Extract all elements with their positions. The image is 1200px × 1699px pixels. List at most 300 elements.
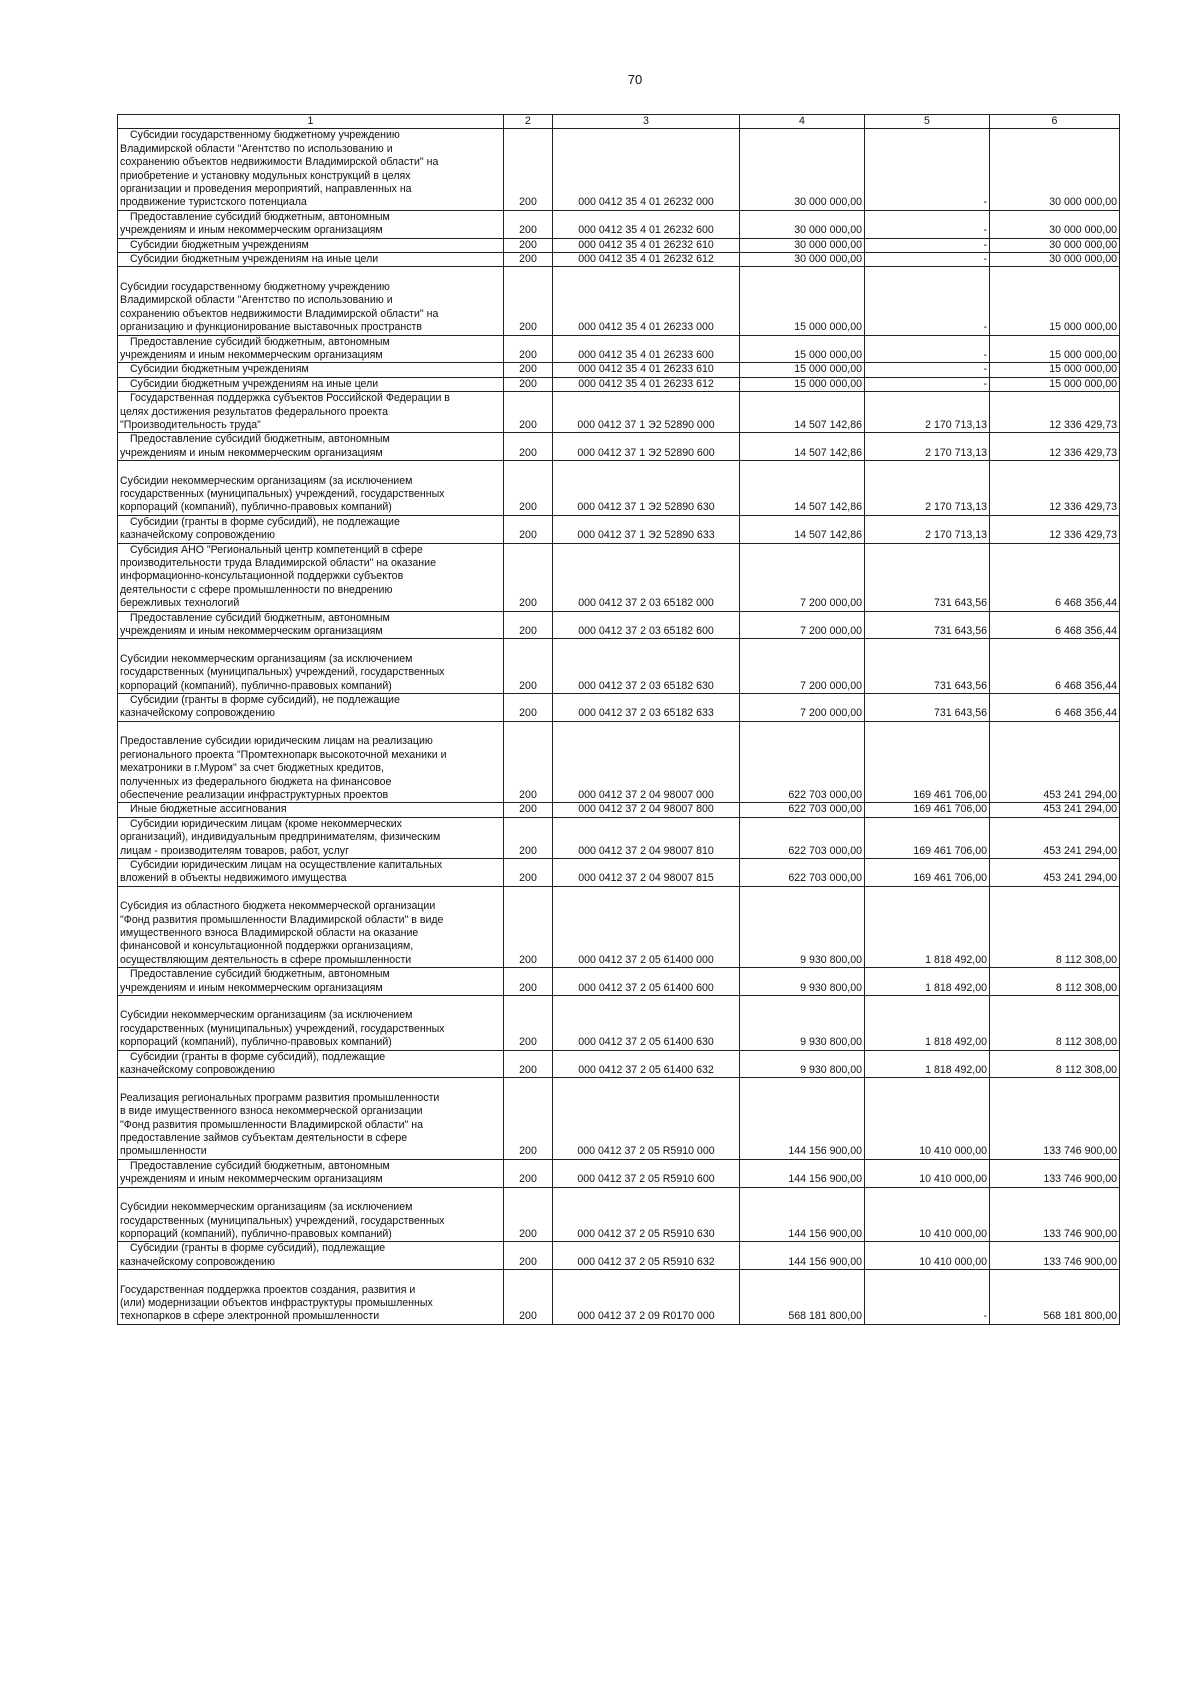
description-line	[120, 267, 501, 280]
row-approved-amount: 15 000 000,00	[740, 335, 865, 363]
description-line: Субсидии (гранты в форме субсидий), подлежащие	[130, 1242, 386, 1255]
description-line: Субсидии государственному бюджетному учреждению	[120, 280, 390, 293]
description-line: Субсидии некоммерческим организациям (за исключением	[120, 1201, 413, 1214]
row-remaining-amount: 133 746 900,00	[990, 1187, 1120, 1242]
row-description	[118, 335, 504, 363]
row-approved-amount: 14 507 142,86	[740, 515, 865, 543]
description-line	[120, 1270, 501, 1283]
description-line: Субсидии бюджетным учреждениям	[130, 238, 309, 251]
row-budget-code: 000 0412 37 2 03 65182 000	[553, 543, 740, 611]
row-line-code: 200	[504, 639, 553, 694]
description-line: Предоставление субсидий бюджетным, автономным	[130, 968, 390, 981]
table-row	[118, 238, 1120, 252]
row-budget-code: 000 0412 35 4 01 26233 610	[553, 363, 740, 377]
description-line: Субсидия АНО "Региональный центр компетенций в сфере	[130, 543, 423, 556]
column-header-5: 5	[865, 115, 990, 129]
description-line: Владимирской области "Агентство по использованию и	[120, 294, 393, 307]
table-row	[118, 968, 1120, 996]
table-row	[118, 611, 1120, 639]
row-description	[118, 639, 504, 694]
row-executed-amount: 1 818 492,00	[865, 1050, 990, 1078]
row-approved-amount: 622 703 000,00	[740, 803, 865, 817]
row-description	[118, 996, 504, 1051]
table-row	[118, 392, 1120, 433]
column-header-2: 2	[504, 115, 553, 129]
table-row	[118, 694, 1120, 722]
description-line: лицам - производителям товаров, работ, услуг	[120, 844, 349, 857]
row-budget-code: 000 0412 37 2 05 61400 600	[553, 968, 740, 996]
description-line: Субсидии некоммерческим организациям (за исключением	[120, 474, 413, 487]
row-approved-amount: 9 930 800,00	[740, 996, 865, 1051]
description-line: сохранению объектов недвижимости Владимирской области" на	[120, 156, 439, 169]
description-line: Государственная поддержка проектов создания, развития и	[120, 1283, 416, 1296]
row-remaining-amount: 6 468 356,44	[990, 694, 1120, 722]
description-line: Субсидии (гранты в форме субсидий), не подлежащие	[130, 694, 400, 707]
row-description	[118, 968, 504, 996]
row-approved-amount: 9 930 800,00	[740, 886, 865, 967]
row-budget-code: 000 0412 37 2 04 98007 810	[553, 817, 740, 858]
row-approved-amount: 14 507 142,86	[740, 392, 865, 433]
row-executed-amount: 731 643,56	[865, 694, 990, 722]
row-line-code: 200	[504, 721, 553, 802]
description-line: Предоставление субсидий бюджетным, автономным	[130, 210, 390, 223]
description-line: Владимирской области "Агентство по использованию и	[120, 142, 393, 155]
row-line-code: 200	[504, 858, 553, 886]
row-approved-amount: 144 156 900,00	[740, 1078, 865, 1159]
row-line-code: 200	[504, 363, 553, 377]
row-description	[118, 377, 504, 391]
row-description	[118, 392, 504, 433]
description-line: организации и проведения мероприятий, направленных на	[120, 183, 412, 196]
description-line: корпораций (компаний), публично-правовых компаний)	[120, 501, 392, 514]
row-description	[118, 1187, 504, 1242]
row-line-code: 200	[504, 1078, 553, 1159]
row-description	[118, 694, 504, 722]
row-approved-amount: 622 703 000,00	[740, 817, 865, 858]
row-budget-code: 000 0412 35 4 01 26232 000	[553, 129, 740, 210]
row-approved-amount: 30 000 000,00	[740, 253, 865, 267]
description-line: Предоставление субсидии юридическим лицам на реализацию	[120, 735, 433, 748]
row-approved-amount: 14 507 142,86	[740, 461, 865, 516]
row-budget-code: 000 0412 37 2 03 65182 600	[553, 611, 740, 639]
description-line: вложений в объекты недвижимого имущества	[120, 872, 347, 885]
row-description	[118, 363, 504, 377]
row-line-code: 200	[504, 238, 553, 252]
row-approved-amount: 15 000 000,00	[740, 377, 865, 391]
row-description	[118, 1242, 504, 1270]
description-line: осуществляющим деятельность в сфере промышленности	[120, 953, 412, 966]
budget-table	[117, 114, 1120, 1325]
description-line: информационно-консультационной поддержки субъектов	[120, 570, 404, 583]
row-budget-code: 000 0412 37 2 05 R5910 600	[553, 1159, 740, 1187]
row-executed-amount: -	[865, 363, 990, 377]
description-line: Предоставление субсидий бюджетным, автономным	[130, 611, 390, 624]
row-remaining-amount: 12 336 429,73	[990, 392, 1120, 433]
description-line: казначейскому сопровождению	[120, 1255, 275, 1268]
description-line: промышленности	[120, 1145, 207, 1158]
page-number: 70	[627, 72, 643, 87]
row-budget-code: 000 0412 35 4 01 26232 610	[553, 238, 740, 252]
description-line	[120, 461, 501, 474]
description-line: государственных (муниципальных) учреждений, государственных	[120, 1214, 445, 1227]
row-remaining-amount: 30 000 000,00	[990, 129, 1120, 210]
row-approved-amount: 9 930 800,00	[740, 968, 865, 996]
description-line: Предоставление субсидий бюджетным, автономным	[130, 433, 390, 446]
description-line: имущественного взноса Владимирской области на оказание	[120, 926, 419, 939]
description-line: учреждениям и иным некоммерческим организациям	[120, 446, 383, 459]
description-line: учреждениям и иным некоммерческим организациям	[120, 981, 383, 994]
row-remaining-amount: 6 468 356,44	[990, 639, 1120, 694]
table-header-row	[118, 115, 1120, 129]
description-line: целях достижения результатов федерального проекта	[120, 405, 388, 418]
description-line	[120, 887, 501, 900]
row-budget-code: 000 0412 37 2 04 98007 000	[553, 721, 740, 802]
row-description	[118, 129, 504, 210]
table-row	[118, 1187, 1120, 1242]
row-budget-code: 000 0412 37 2 05 61400 632	[553, 1050, 740, 1078]
description-line: Субсидии юридическим лицам (кроме некоммерческих	[130, 817, 402, 830]
description-line	[120, 722, 501, 735]
row-description	[118, 1078, 504, 1159]
table-row	[118, 1159, 1120, 1187]
description-line	[120, 1078, 501, 1091]
table-row	[118, 210, 1120, 238]
row-remaining-amount: 453 241 294,00	[990, 721, 1120, 802]
row-line-code: 200	[504, 1242, 553, 1270]
row-line-code: 200	[504, 611, 553, 639]
description-line: Субсидии бюджетным учреждениям на иные цели	[130, 377, 379, 390]
description-line: Субсидии некоммерческим организациям (за исключением	[120, 652, 413, 665]
table-row	[118, 721, 1120, 802]
description-line: государственных (муниципальных) учреждений, государственных	[120, 666, 445, 679]
description-line: полученных из федерального бюджета на финансовое	[120, 775, 392, 788]
description-line: "Производительность труда"	[120, 418, 261, 431]
row-line-code: 200	[504, 694, 553, 722]
row-budget-code: 000 0412 37 2 05 R5910 000	[553, 1078, 740, 1159]
row-line-code: 200	[504, 543, 553, 611]
row-line-code: 200	[504, 335, 553, 363]
row-remaining-amount: 12 336 429,73	[990, 461, 1120, 516]
row-line-code: 200	[504, 817, 553, 858]
description-line: Субсидии бюджетным учреждениям на иные цели	[130, 253, 379, 266]
row-budget-code: 000 0412 35 4 01 26233 600	[553, 335, 740, 363]
description-line: учреждениям и иным некоммерческим организациям	[120, 625, 383, 638]
row-description	[118, 1050, 504, 1078]
row-budget-code: 000 0412 37 2 05 61400 000	[553, 886, 740, 967]
row-executed-amount: 169 461 706,00	[865, 803, 990, 817]
row-line-code: 200	[504, 253, 553, 267]
description-line: обеспечение реализации инфраструктурных проектов	[120, 788, 389, 801]
row-remaining-amount: 568 181 800,00	[990, 1270, 1120, 1325]
row-line-code: 200	[504, 377, 553, 391]
row-budget-code: 000 0412 37 2 05 61400 630	[553, 996, 740, 1051]
row-line-code: 200	[504, 996, 553, 1051]
description-line: учреждениям и иным некоммерческим организациям	[120, 224, 383, 237]
row-budget-code: 000 0412 37 1 Э2 52890 000	[553, 392, 740, 433]
description-line: государственных (муниципальных) учреждений, государственных	[120, 1022, 445, 1035]
row-budget-code: 000 0412 35 4 01 26232 600	[553, 210, 740, 238]
row-approved-amount: 9 930 800,00	[740, 1050, 865, 1078]
row-budget-code: 000 0412 35 4 01 26233 612	[553, 377, 740, 391]
description-line: приобретение и установку модульных конструкций в целях	[120, 169, 411, 182]
row-executed-amount: -	[865, 377, 990, 391]
row-remaining-amount: 8 112 308,00	[990, 968, 1120, 996]
description-line: Предоставление субсидий бюджетным, автономным	[130, 1159, 390, 1172]
row-remaining-amount: 133 746 900,00	[990, 1242, 1120, 1270]
table-row	[118, 803, 1120, 817]
table-row	[118, 1078, 1120, 1159]
row-executed-amount: 169 461 706,00	[865, 858, 990, 886]
row-description	[118, 611, 504, 639]
row-approved-amount: 30 000 000,00	[740, 129, 865, 210]
table-body	[118, 129, 1120, 1324]
row-description	[118, 433, 504, 461]
description-line: регионального проекта "Промтехнопарк высокоточной механики и	[120, 748, 447, 761]
description-line: производительности труда Владимирской области" на оказание	[120, 557, 436, 569]
row-executed-amount: 731 643,56	[865, 639, 990, 694]
description-line: корпораций (компаний), публично-правовых компаний)	[120, 1227, 392, 1240]
row-approved-amount: 30 000 000,00	[740, 210, 865, 238]
description-line: казначейскому сопровождению	[120, 1064, 275, 1077]
description-line: предоставление займов субъектам деятельности в сфере	[120, 1132, 408, 1145]
table-row	[118, 267, 1120, 335]
row-remaining-amount: 6 468 356,44	[990, 611, 1120, 639]
row-description	[118, 253, 504, 267]
row-line-code: 200	[504, 1270, 553, 1325]
row-budget-code: 000 0412 37 2 03 65182 633	[553, 694, 740, 722]
table-row	[118, 433, 1120, 461]
row-line-code: 200	[504, 433, 553, 461]
row-line-code: 200	[504, 1187, 553, 1242]
table-row	[118, 1242, 1120, 1270]
row-approved-amount: 144 156 900,00	[740, 1242, 865, 1270]
row-description	[118, 886, 504, 967]
row-executed-amount: -	[865, 253, 990, 267]
description-line: Субсидии бюджетным учреждениям	[130, 363, 309, 376]
row-executed-amount: -	[865, 238, 990, 252]
description-line: организацию и функционирование выставочных пространств	[120, 321, 423, 334]
description-line: Предоставление субсидий бюджетным, автономным	[130, 335, 390, 348]
row-budget-code: 000 0412 37 2 04 98007 815	[553, 858, 740, 886]
row-executed-amount: 731 643,56	[865, 543, 990, 611]
description-line: казначейскому сопровождению	[120, 707, 275, 720]
description-line: корпораций (компаний), публично-правовых компаний)	[120, 679, 392, 692]
row-line-code: 200	[504, 392, 553, 433]
description-line: Субсидии (гранты в форме субсидий), не подлежащие	[130, 515, 400, 528]
description-line: Субсидия из областного бюджета некоммерческой организации	[120, 900, 436, 913]
row-line-code: 200	[504, 210, 553, 238]
row-executed-amount: 169 461 706,00	[865, 817, 990, 858]
table-row	[118, 543, 1120, 611]
row-budget-code: 000 0412 37 2 03 65182 630	[553, 639, 740, 694]
row-executed-amount: 2 170 713,13	[865, 515, 990, 543]
row-remaining-amount: 15 000 000,00	[990, 363, 1120, 377]
row-approved-amount: 7 200 000,00	[740, 639, 865, 694]
row-executed-amount: -	[865, 1270, 990, 1325]
row-description	[118, 543, 504, 611]
row-executed-amount: 10 410 000,00	[865, 1159, 990, 1187]
row-description	[118, 210, 504, 238]
description-line: бережливых технологий	[120, 597, 240, 610]
row-approved-amount: 7 200 000,00	[740, 543, 865, 611]
row-remaining-amount: 15 000 000,00	[990, 267, 1120, 335]
column-header-1: 1	[118, 115, 504, 129]
row-line-code: 200	[504, 461, 553, 516]
row-approved-amount: 14 507 142,86	[740, 433, 865, 461]
column-header-4: 4	[740, 115, 865, 129]
row-approved-amount: 15 000 000,00	[740, 363, 865, 377]
description-line: продвижение туристского потенциала	[120, 196, 307, 209]
description-line: деятельности с сфере промышленности по внедрению	[120, 583, 393, 596]
row-approved-amount: 622 703 000,00	[740, 721, 865, 802]
row-remaining-amount: 15 000 000,00	[990, 335, 1120, 363]
table-row	[118, 1050, 1120, 1078]
row-remaining-amount: 15 000 000,00	[990, 377, 1120, 391]
description-line: учреждениям и иным некоммерческим организациям	[120, 1173, 383, 1186]
row-budget-code: 000 0412 37 2 05 R5910 632	[553, 1242, 740, 1270]
table-row	[118, 639, 1120, 694]
row-remaining-amount: 30 000 000,00	[990, 253, 1120, 267]
row-description	[118, 817, 504, 858]
description-line: (или) модернизации объектов инфраструктуры промышленных	[120, 1296, 433, 1309]
row-description	[118, 238, 504, 252]
row-approved-amount: 144 156 900,00	[740, 1187, 865, 1242]
row-executed-amount: -	[865, 129, 990, 210]
row-executed-amount: 1 818 492,00	[865, 968, 990, 996]
row-remaining-amount: 453 241 294,00	[990, 817, 1120, 858]
table-row	[118, 858, 1120, 886]
row-remaining-amount: 453 241 294,00	[990, 803, 1120, 817]
row-budget-code: 000 0412 37 1 Э2 52890 630	[553, 461, 740, 516]
row-description	[118, 1270, 504, 1325]
row-budget-code: 000 0412 35 4 01 26233 000	[553, 267, 740, 335]
description-line: Субсидии некоммерческим организациям (за исключением	[120, 1009, 413, 1022]
description-line: учреждениям и иным некоммерческим организациям	[120, 348, 383, 361]
row-approved-amount: 144 156 900,00	[740, 1159, 865, 1187]
row-approved-amount: 568 181 800,00	[740, 1270, 865, 1325]
row-executed-amount: 10 410 000,00	[865, 1242, 990, 1270]
table-row	[118, 996, 1120, 1051]
row-executed-amount: 2 170 713,13	[865, 461, 990, 516]
row-budget-code: 000 0412 37 2 09 R0170 000	[553, 1270, 740, 1325]
row-budget-code: 000 0412 37 2 05 R5910 630	[553, 1187, 740, 1242]
row-executed-amount: 169 461 706,00	[865, 721, 990, 802]
row-approved-amount: 30 000 000,00	[740, 238, 865, 252]
description-line: "Фонд развития промышленности Владимирской области" на	[120, 1118, 423, 1131]
row-executed-amount: 1 818 492,00	[865, 886, 990, 967]
row-description	[118, 858, 504, 886]
description-line: Субсидии (гранты в форме субсидий), подлежащие	[130, 1050, 386, 1063]
description-line: в виде имущественного взноса некоммерческой организации	[120, 1105, 423, 1118]
row-executed-amount: 2 170 713,13	[865, 392, 990, 433]
column-header-3: 3	[553, 115, 740, 129]
row-remaining-amount: 133 746 900,00	[990, 1159, 1120, 1187]
row-budget-code: 000 0412 35 4 01 26232 612	[553, 253, 740, 267]
row-description	[118, 267, 504, 335]
row-line-code: 200	[504, 803, 553, 817]
row-line-code: 200	[504, 1050, 553, 1078]
table-row	[118, 253, 1120, 267]
description-line: организаций), индивидуальным предпринимателям, физическим	[120, 831, 441, 844]
row-remaining-amount: 8 112 308,00	[990, 886, 1120, 967]
table-row	[118, 377, 1120, 391]
row-line-code: 200	[504, 968, 553, 996]
description-line: Субсидии государственному бюджетному учреждению	[130, 129, 400, 142]
row-executed-amount: -	[865, 210, 990, 238]
row-description	[118, 1159, 504, 1187]
row-remaining-amount: 133 746 900,00	[990, 1078, 1120, 1159]
table-row	[118, 817, 1120, 858]
description-line: мехатроники в г.Муром" за счет бюджетных кредитов,	[120, 762, 385, 775]
row-remaining-amount: 12 336 429,73	[990, 515, 1120, 543]
row-executed-amount: 10 410 000,00	[865, 1078, 990, 1159]
row-remaining-amount: 12 336 429,73	[990, 433, 1120, 461]
description-line: Субсидии юридическим лицам на осуществление капитальных	[130, 858, 443, 871]
row-remaining-amount: 8 112 308,00	[990, 996, 1120, 1051]
table-row	[118, 129, 1120, 210]
table-row	[118, 461, 1120, 516]
column-header-6: 6	[990, 115, 1120, 129]
table-row	[118, 515, 1120, 543]
row-executed-amount: 731 643,56	[865, 611, 990, 639]
table-row	[118, 1270, 1120, 1325]
row-remaining-amount: 30 000 000,00	[990, 238, 1120, 252]
description-line: государственных (муниципальных) учреждений, государственных	[120, 487, 445, 500]
row-description	[118, 803, 504, 817]
row-approved-amount: 7 200 000,00	[740, 694, 865, 722]
table-row	[118, 886, 1120, 967]
table-row	[118, 363, 1120, 377]
description-line: финансовой и консультационной поддержки организациям,	[120, 940, 414, 953]
row-remaining-amount: 8 112 308,00	[990, 1050, 1120, 1078]
row-approved-amount: 15 000 000,00	[740, 267, 865, 335]
row-budget-code: 000 0412 37 2 04 98007 800	[553, 803, 740, 817]
row-description	[118, 515, 504, 543]
description-line: Реализация региональных программ развития промышленности	[120, 1091, 440, 1104]
description-line: технопарков в сфере электронной промышленности	[120, 1310, 380, 1323]
description-line: Государственная поддержка субъектов Российской Федерации в	[130, 392, 450, 405]
row-line-code: 200	[504, 267, 553, 335]
row-approved-amount: 7 200 000,00	[740, 611, 865, 639]
row-remaining-amount: 453 241 294,00	[990, 858, 1120, 886]
row-description	[118, 461, 504, 516]
row-executed-amount: 10 410 000,00	[865, 1187, 990, 1242]
row-remaining-amount: 30 000 000,00	[990, 210, 1120, 238]
row-approved-amount: 622 703 000,00	[740, 858, 865, 886]
row-line-code: 200	[504, 515, 553, 543]
row-executed-amount: -	[865, 335, 990, 363]
description-line	[120, 1188, 501, 1201]
row-budget-code: 000 0412 37 1 Э2 52890 633	[553, 515, 740, 543]
description-line: казначейскому сопровождению	[120, 529, 275, 542]
row-line-code: 200	[504, 1159, 553, 1187]
row-line-code: 200	[504, 129, 553, 210]
description-line: "Фонд развития промышленности Владимирской области" в виде	[120, 913, 444, 926]
description-line	[120, 639, 501, 652]
description-line: Иные бюджетные ассигнования	[130, 803, 287, 816]
row-description	[118, 721, 504, 802]
row-line-code: 200	[504, 886, 553, 967]
row-budget-code: 000 0412 37 1 Э2 52890 600	[553, 433, 740, 461]
table-row	[118, 335, 1120, 363]
row-executed-amount: -	[865, 267, 990, 335]
row-remaining-amount: 6 468 356,44	[990, 543, 1120, 611]
row-executed-amount: 2 170 713,13	[865, 433, 990, 461]
row-executed-amount: 1 818 492,00	[865, 996, 990, 1051]
description-line	[120, 996, 501, 1009]
description-line: корпораций (компаний), публично-правовых компаний)	[120, 1036, 392, 1049]
description-line: сохранению объектов недвижимости Владимирской области" на	[120, 307, 439, 320]
